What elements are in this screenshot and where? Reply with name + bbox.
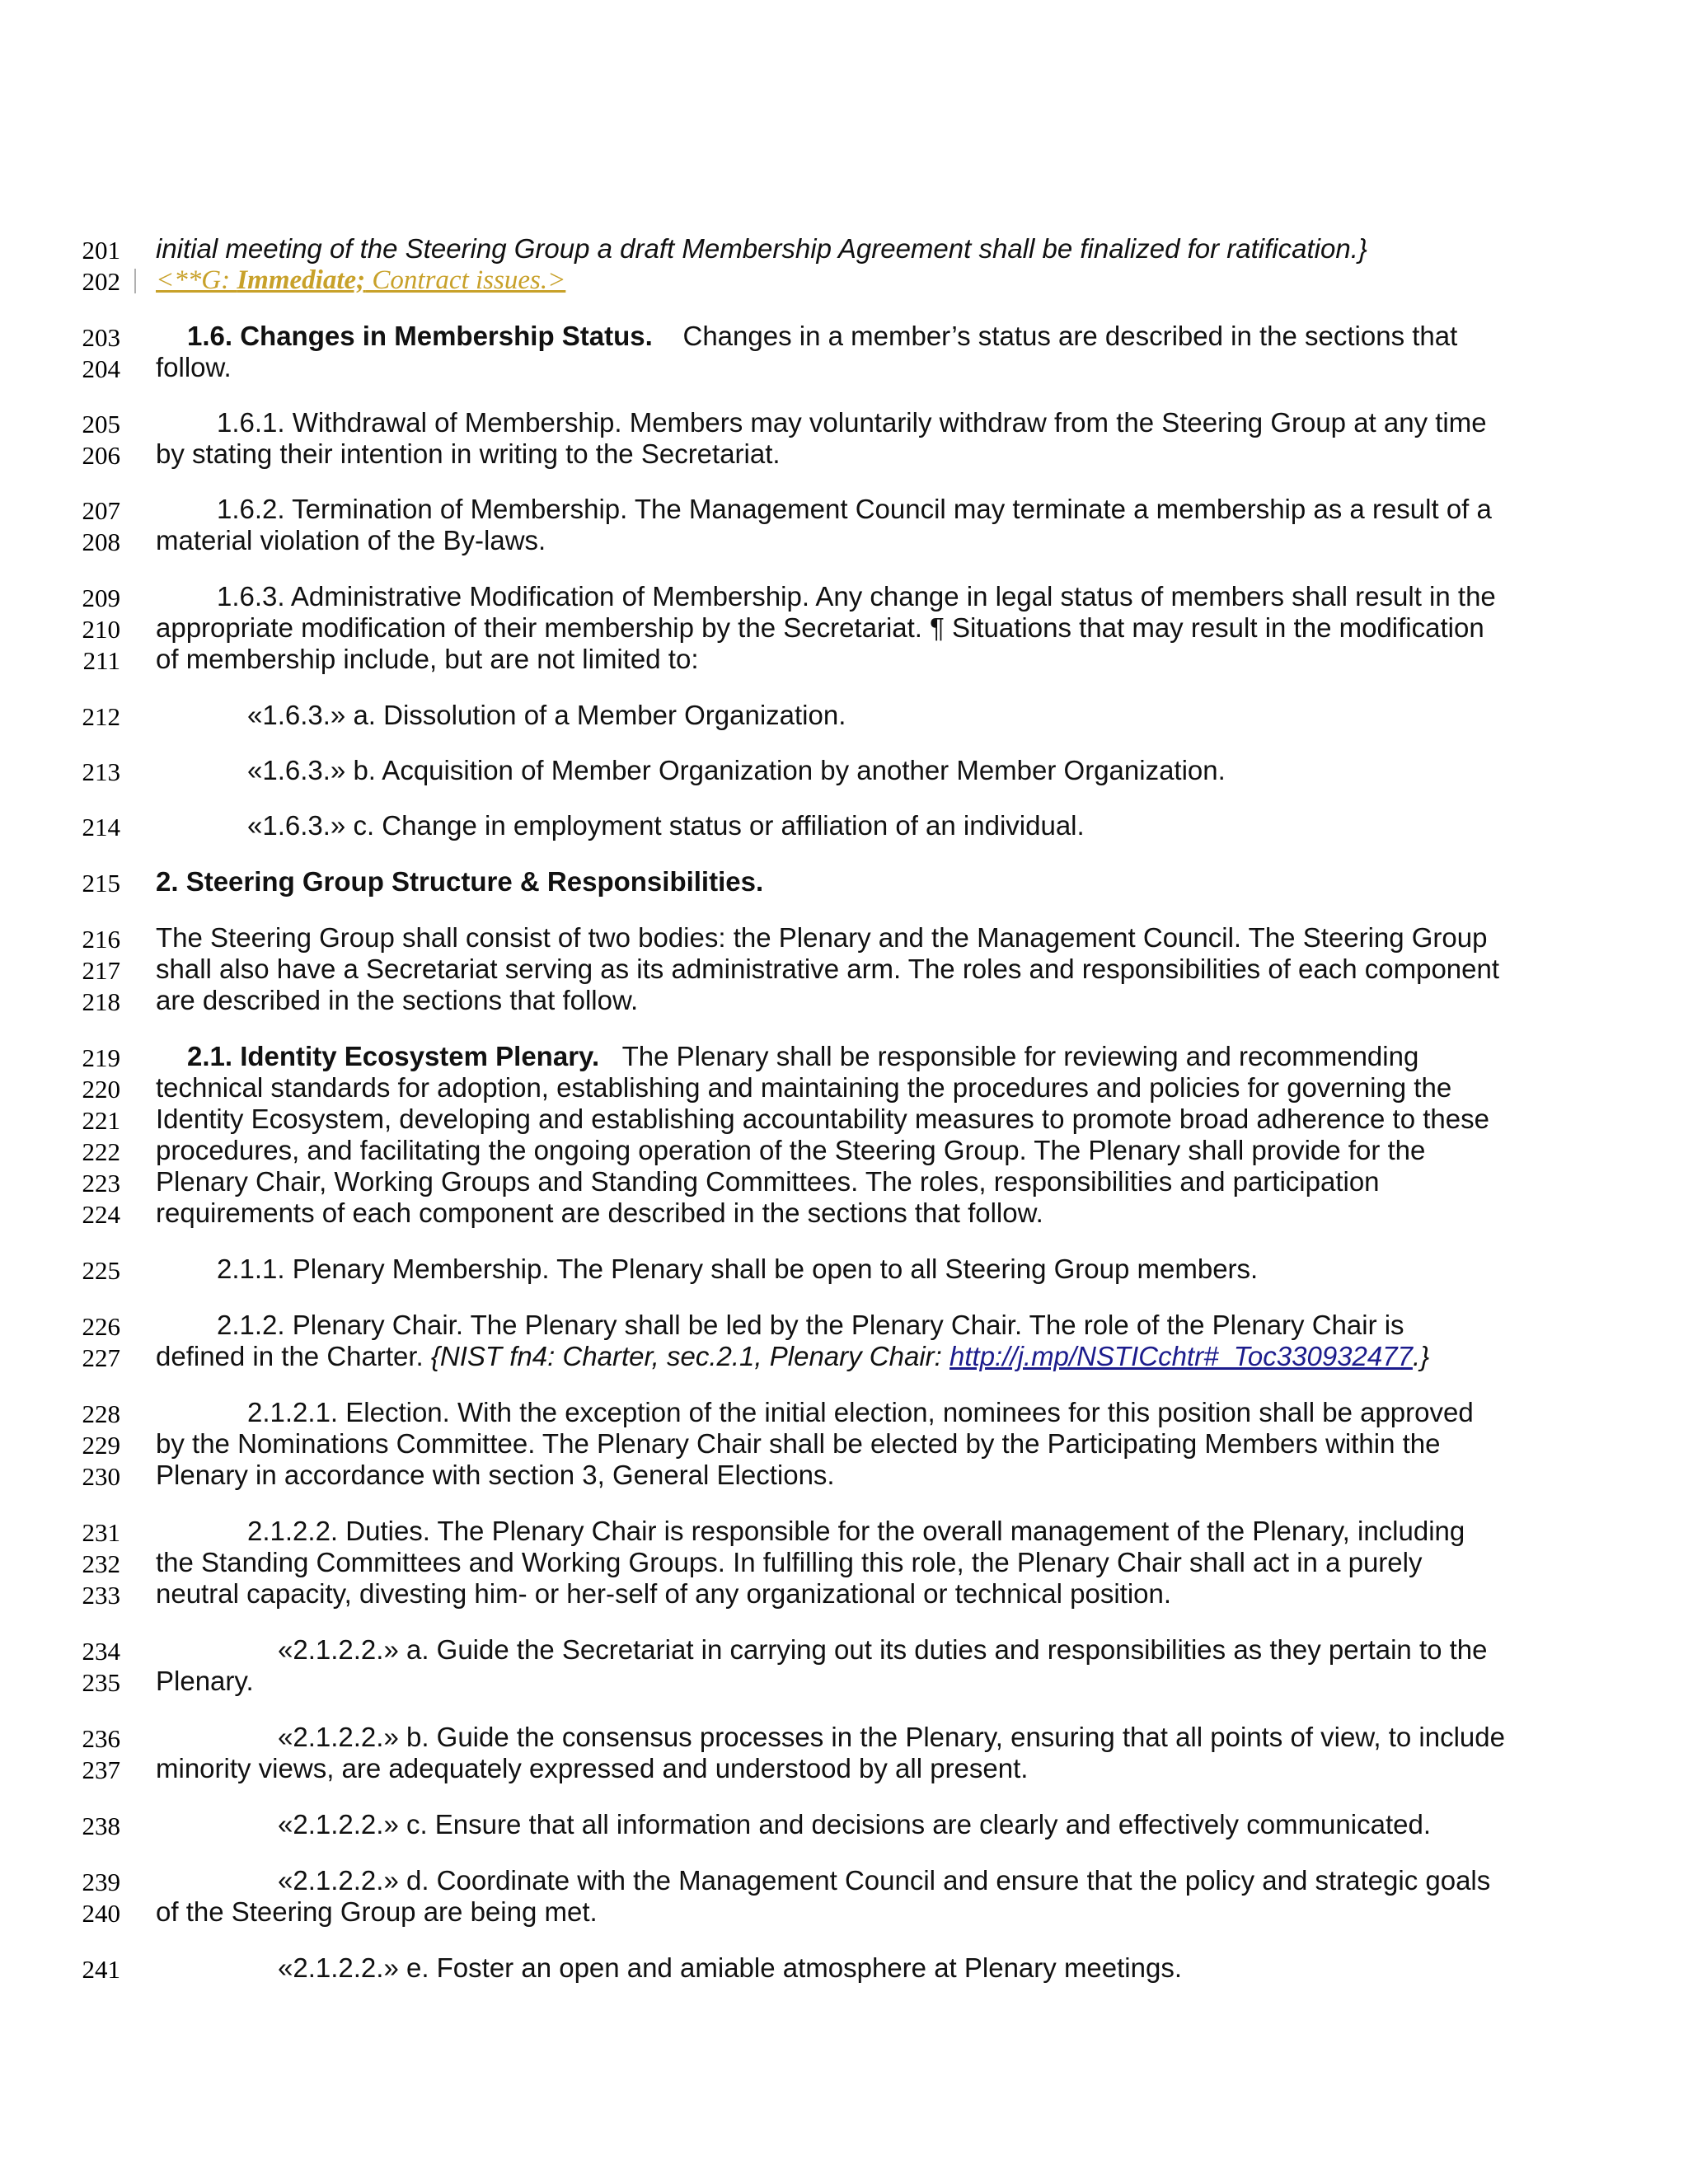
list-item: «2.1.2.2.» e. Foster an open and amiable atmosphere at Plenary meetings. [278,1952,1183,1983]
line-217 [0,953,1688,986]
line-text: Plenary. [156,1666,254,1696]
line-text: of the Steering Group are being met. [156,1896,598,1927]
line-202 [0,264,1688,297]
line-text: shall also have a Secretariat serving as its administrative arm. The roles and responsibilities of each component [156,954,1500,984]
list-item: «2.1.2.2.» b. Guide the consensus processes in the Plenary, ensuring that all points of view, to include [278,1722,1505,1752]
section-heading: 2. Steering Group Structure & Responsibilities. [156,866,764,897]
line-text: 1.6.3. Administrative Modification of Membership. Any change in legal status of members shall result in the [217,581,1496,612]
line-number: 229 [82,1431,120,1460]
line-224 [0,1197,1688,1230]
line-number: 236 [82,1724,120,1753]
comment-prefix: <**G: [156,265,237,295]
line-text [187,1040,1418,1073]
line-211 [0,643,1688,676]
line-number: 224 [82,1200,120,1229]
line-201 [0,232,1688,265]
line-number: 231 [82,1518,120,1547]
line-text: by stating their intention in writing to the Secretariat. [156,438,781,469]
line-number: 206 [82,441,120,470]
section-heading: 1.6. Changes in Membership Status. [187,321,653,351]
line-number: 221 [82,1106,120,1135]
footnote-close: .} [1412,1341,1430,1371]
line-text: the Standing Committees and Working Groups. In fulfilling this role, the Plenary Chair shall act in a purely [156,1547,1423,1577]
comment-topic: Contract issues.> [365,265,566,295]
line-text: material violation of the By-laws. [156,525,546,555]
line-218 [0,984,1688,1017]
list-item: «2.1.2.2.» a. Guide the Secretariat in carrying out its duties and responsibilities as they pertain to the [278,1634,1488,1665]
line-237 [0,1752,1688,1785]
line-number: 213 [82,757,120,786]
line-text-plain: defined in the Charter. [156,1341,431,1371]
line-text: requirements of each component are described in the sections that follow. [156,1197,1043,1228]
line-213 [0,754,1688,787]
line-number: 238 [82,1811,120,1840]
section-text: Changes in a member’s status are described in the sections that [682,321,1458,351]
line-number: 226 [82,1312,120,1341]
editor-comment [156,264,565,297]
comment-priority: Immediate; [237,265,366,295]
line-number: 209 [82,583,120,612]
line-214 [0,809,1688,842]
line-text: minority views, are adequately expressed and understood by all present. [156,1753,1029,1783]
line-text [156,1340,1429,1373]
line-number: 217 [82,956,120,985]
line-number: 225 [82,1256,120,1285]
line-223 [0,1165,1688,1198]
list-item: «1.6.3.» a. Dissolution of a Member Organization. [247,700,846,730]
line-number: 240 [82,1899,120,1928]
change-bar [134,269,136,293]
line-number: 216 [82,925,120,954]
line-number: 203 [82,323,120,352]
line-number: 218 [82,987,120,1016]
line-number: 237 [82,1755,120,1784]
line-212 [0,699,1688,732]
line-239 [0,1864,1688,1897]
line-number: 210 [82,615,120,644]
line-text: 2.1.1. Plenary Membership. The Plenary shall be open to all Steering Group members. [217,1254,1259,1284]
line-number: 230 [82,1462,120,1491]
line-number: 215 [82,869,120,898]
line-number: 241 [82,1955,120,1984]
line-227 [0,1340,1688,1373]
line-235 [0,1665,1688,1698]
line-215 [0,865,1688,898]
line-238 [0,1808,1688,1841]
line-text: initial meeting of the Steering Group a draft Membership Agreement shall be finalized for ratification.} [156,233,1367,264]
line-209 [0,580,1688,613]
line-text: are described in the sections that follow. [156,985,639,1015]
line-text: 2.1.2.2. Duties. The Plenary Chair is responsible for the overall management of the Plenary, including [247,1516,1465,1546]
line-number: 201 [82,236,120,265]
line-226 [0,1309,1688,1342]
list-item: «2.1.2.2.» c. Ensure that all information and decisions are clearly and effectively communicated. [278,1809,1431,1840]
line-number: 208 [82,527,120,556]
line-number: 222 [82,1137,120,1166]
line-222 [0,1134,1688,1167]
line-240 [0,1896,1688,1929]
line-text: follow. [156,352,232,382]
line-number: 219 [82,1043,120,1072]
line-210 [0,612,1688,644]
line-text: by the Nominations Committee. The Plenary Chair shall be elected by the Participating Members within the [156,1428,1441,1459]
line-204 [0,351,1688,384]
line-232 [0,1546,1688,1579]
line-231 [0,1515,1688,1548]
line-text: 1.6.2. Termination of Membership. The Management Council may terminate a membership as a result of a [217,494,1492,524]
line-text: appropriate modification of their membership by the Secretariat. ¶ Situations that may result in the modification [156,612,1484,643]
line-236 [0,1721,1688,1754]
line-229 [0,1427,1688,1460]
charter-link[interactable]: http://j.mp/NSTICchtr#_Toc330932477 [950,1341,1413,1371]
section-text: The Plenary shall be responsible for reviewing and recommending [621,1041,1419,1071]
line-text: Identity Ecosystem, developing and establishing accountability measures to promote broad adherence to these [156,1104,1489,1134]
line-221 [0,1103,1688,1136]
line-number: 202 [82,267,120,296]
line-number: 204 [82,354,120,383]
line-number: 220 [82,1075,120,1104]
line-number: 205 [82,410,120,438]
line-230 [0,1459,1688,1492]
nist-footnote: {NIST fn4: Charter, sec.2.1, Plenary Chair: [430,1341,950,1371]
line-225 [0,1253,1688,1286]
line-text: procedures, and facilitating the ongoing operation of the Steering Group. The Plenary shall provide for the [156,1135,1426,1165]
line-206 [0,438,1688,471]
line-228 [0,1396,1688,1429]
line-219 [0,1040,1688,1073]
line-203 [0,320,1688,353]
line-216 [0,921,1688,954]
line-number: 235 [82,1668,120,1697]
line-number: 239 [82,1868,120,1896]
line-number: 223 [82,1169,120,1197]
list-item: «2.1.2.2.» d. Coordinate with the Management Council and ensure that the policy and strategic goals [278,1865,1491,1896]
list-item: «1.6.3.» b. Acquisition of Member Organization by another Member Organization. [247,755,1226,785]
line-205 [0,406,1688,439]
line-number: 233 [82,1581,120,1610]
line-number: 211 [82,646,120,675]
line-text: of membership include, but are not limited to: [156,644,699,674]
line-text: The Steering Group shall consist of two bodies: the Plenary and the Management Council. The Steering Group [156,922,1488,953]
line-233 [0,1577,1688,1610]
line-text: Plenary Chair, Working Groups and Standing Committees. The roles, responsibilities and participation [156,1166,1380,1197]
section-heading: 2.1. Identity Ecosystem Plenary. [187,1041,600,1071]
line-number: 228 [82,1399,120,1428]
line-207 [0,493,1688,526]
line-text: neutral capacity, divesting him- or her-self of any organizational or technical position. [156,1578,1172,1609]
line-text: 1.6.1. Withdrawal of Membership. Members may voluntarily withdraw from the Steering Group at any time [217,407,1487,438]
line-text: technical standards for adoption, establishing and maintaining the procedures and policies for governing the [156,1072,1452,1103]
list-item: «1.6.3.» c. Change in employment status or affiliation of an individual. [247,810,1085,841]
line-text [187,320,1457,353]
line-text: 2.1.2. Plenary Chair. The Plenary shall be led by the Plenary Chair. The role of the Plenary Chair is [217,1310,1404,1340]
line-text: 2.1.2.1. Election. With the exception of the initial election, nominees for this position shall be approved [247,1397,1474,1427]
line-number: 232 [82,1549,120,1578]
line-number: 227 [82,1343,120,1372]
line-241 [0,1952,1688,1985]
line-220 [0,1071,1688,1104]
line-number: 207 [82,496,120,525]
line-number: 234 [82,1637,120,1666]
line-number: 214 [82,813,120,841]
line-number: 212 [82,702,120,731]
line-text: Plenary in accordance with section 3, General Elections. [156,1460,835,1490]
line-234 [0,1633,1688,1666]
line-208 [0,524,1688,557]
